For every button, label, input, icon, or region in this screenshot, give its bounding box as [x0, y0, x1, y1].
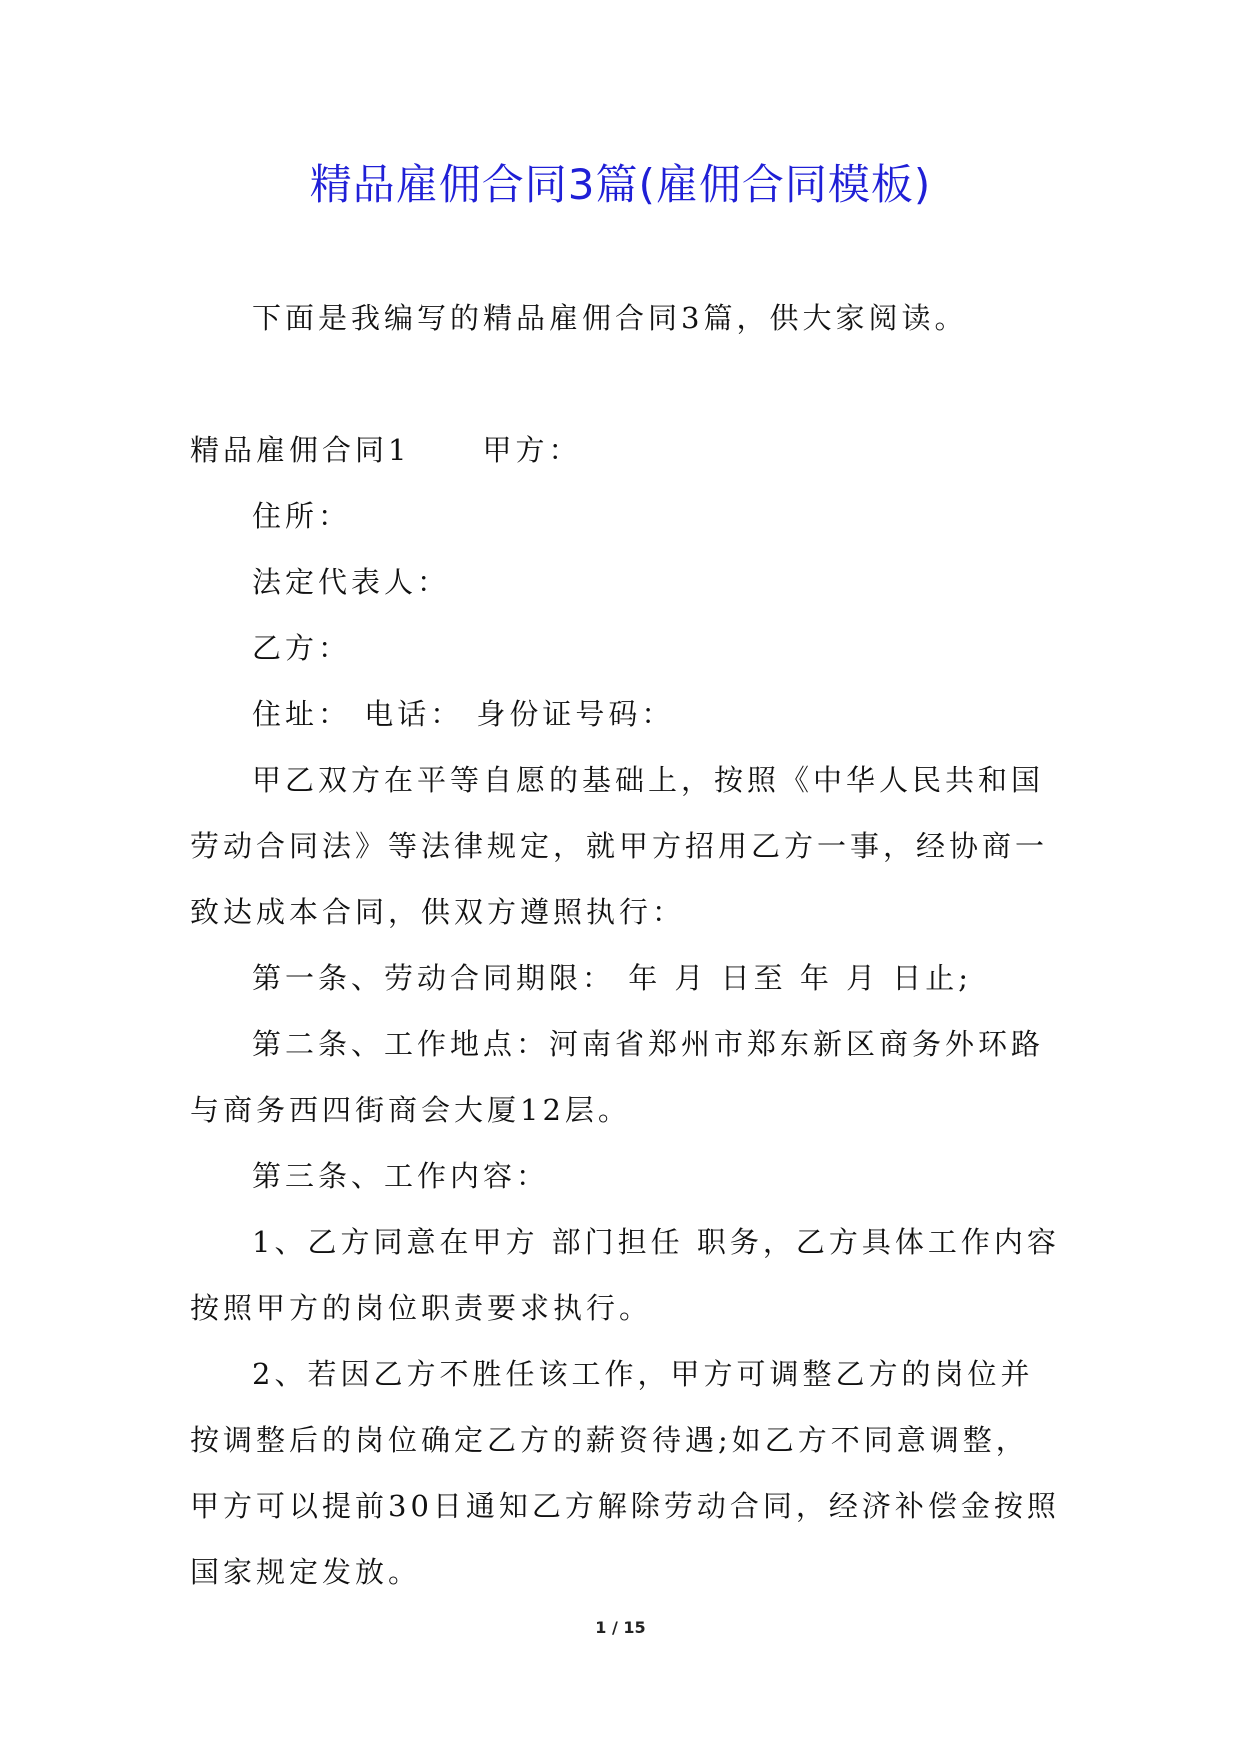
section-heading-line	[190, 417, 1060, 483]
contact-line: 住址： 电话： 身份证号码：	[252, 697, 675, 731]
section-heading: 精品雇佣合同1	[190, 433, 411, 467]
legal-representative-line: 法定代表人：	[252, 565, 451, 599]
article-1-term: 第一条、劳动合同期限： 年 月 日至 年 月 日止;	[252, 961, 973, 995]
document-body	[190, 285, 1060, 1605]
article-3-item-2: 2、若因乙方不胜任该工作，甲方可调整乙方的岗位并按调整后的岗位确定乙方的薪资待遇;如乙方不同意调整，甲方可以提前30日通知乙方解除劳动合同，经济补偿金按照国家规定发放。	[190, 1357, 1060, 1589]
party-a-label: 甲方：	[482, 433, 582, 467]
preamble-paragraph: 甲乙双方在平等自愿的基础上，按照《中华人民共和国劳动合同法》等法律规定，就甲方招用乙方一事，经协商一致达成本合同，供双方遵照执行：	[190, 763, 1049, 929]
page-number: 1 / 15	[595, 1618, 646, 1637]
document-title: 精品雇佣合同3篇(雇佣合同模板)	[309, 160, 932, 209]
intro-paragraph: 下面是我编写的精品雇佣合同3篇，供大家阅读。	[252, 301, 968, 335]
article-2-location: 第二条、工作地点：河南省郑州市郑东新区商务外环路与商务西四街商会大厦12层。	[190, 1027, 1045, 1127]
address-line: 住所：	[252, 499, 352, 533]
article-3-heading: 第三条、工作内容：	[252, 1159, 550, 1193]
party-b-line: 乙方：	[252, 631, 352, 665]
paragraph-spacer	[190, 351, 1060, 417]
article-3-item-1: 1、乙方同意在甲方 部门担任 职务，乙方具体工作内容按照甲方的岗位职责要求执行。	[190, 1225, 1060, 1325]
